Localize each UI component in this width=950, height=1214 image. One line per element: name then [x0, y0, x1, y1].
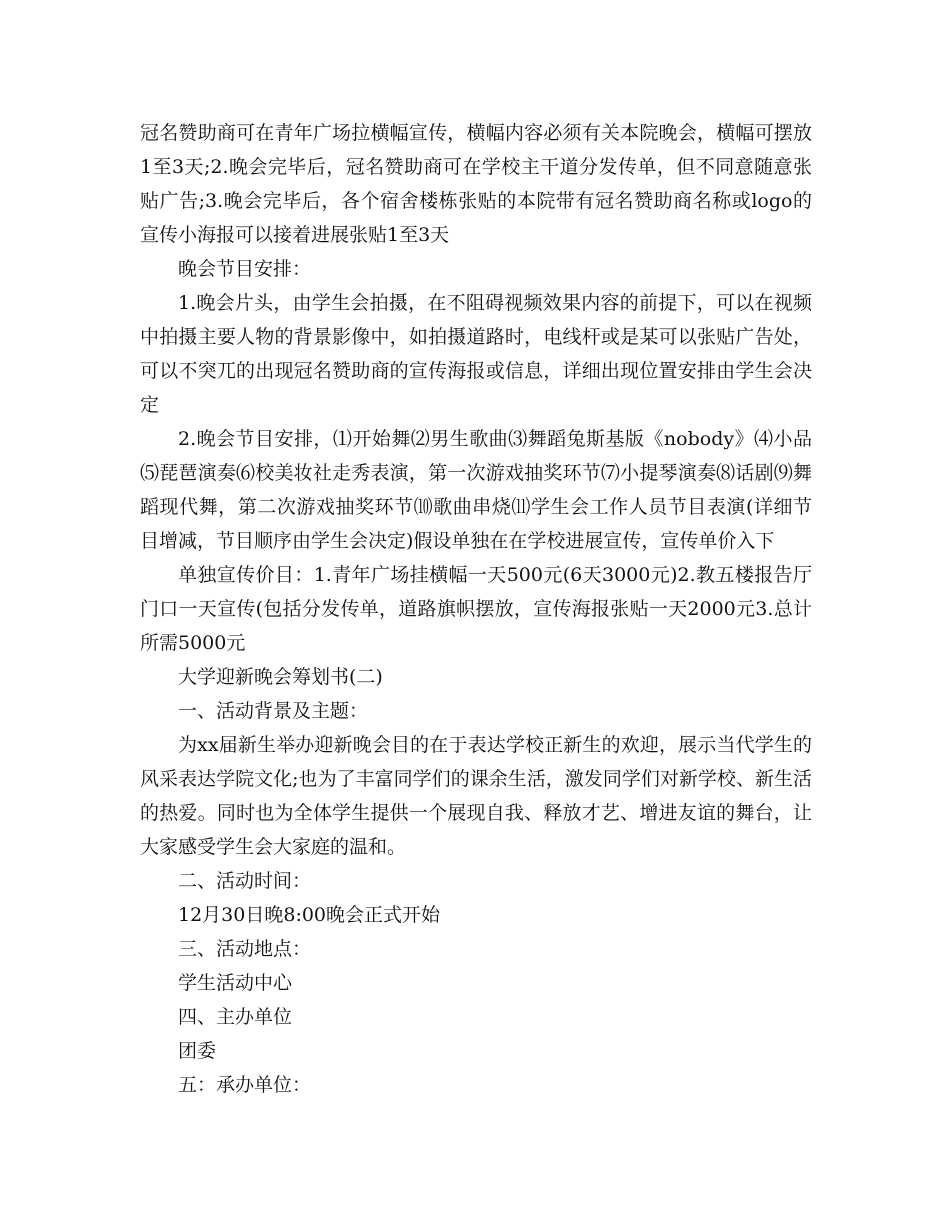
section-title-plan-two: 大学迎新晚会筹划书(二) [178, 666, 383, 688]
paragraph-activity-location: 学生活动中心 [178, 972, 293, 994]
paragraph-opening-video: 1.晚会片头，由学生会拍摄，在不阻碍视频效果内容的前提下，可以在视频中拍摄主要人物的背景影像中，如拍摄道路时，电线杆或是某可以张贴广告处，可以不突兀的出现冠名赞助商的宣传海报或信息，详细出现位置安排由学生会决定 [140, 292, 812, 416]
paragraph-price-list: 单独宣传价目：1.青年广场挂横幅一天500元(6天3000元)2.教五楼报告厅门口一天宣传(包括分发传单，道路旗帜摆放，宣传海报张贴一天2000元3.总计所需5000元 [140, 564, 812, 654]
heading-organizer: 四、主办单位 [178, 1006, 293, 1028]
paragraph-activity-time: 12月30日晚8:00晚会正式开始 [178, 904, 441, 926]
paragraph-background: 为xx届新生举办迎新晚会目的在于表达学校正新生的欢迎，展示当代学生的风采表达学院文化;也为了丰富同学们的课余生活，激发同学们对新学校、新生活的热爱。同时也为全体学生提供一个展现自我、释放才艺、增进友谊的舞台，让大家感受学生会大家庭的温和。 [140, 734, 812, 858]
paragraph-sponsor-banner: 冠名赞助商可在青年广场拉横幅宣传，横幅内容必须有关本院晚会，横幅可摆放1至3天;2.晚会完毕后，冠名赞助商可在学校主干道分发传单，但不同意随意张贴广告;3.晚会完毕后，各个宿舍楼栋张贴的本院带有冠名赞助商名称或logo的宣传小海报可以接着进展张贴1至3天 [140, 122, 812, 246]
heading-co-organizer: 五：承办单位： [178, 1074, 312, 1096]
heading-program-arrangement: 晚会节目安排： [178, 258, 312, 280]
heading-activity-time: 二、活动时间： [178, 870, 312, 892]
paragraph-organizer: 团委 [178, 1040, 217, 1062]
document-body [140, 116, 812, 1102]
heading-activity-location: 三、活动地点： [178, 938, 312, 960]
heading-background-theme: 一、活动背景及主题： [178, 700, 369, 722]
paragraph-program-list: 2.晚会节目安排，⑴开始舞⑵男生歌曲⑶舞蹈兔斯基版《nobody》⑷小品⑸琵琶演奏⑹校美妆社走秀表演，第一次游戏抽奖环节⑺小提琴演奏⑻话剧⑼舞蹈现代舞，第二次游戏抽奖环节⑽歌曲串烧⑾学生会工作人员节目表演(详细节目增减，节目顺序由学生会决定)假设单独在在学校进展宣传，宣传单价入下 [140, 428, 812, 552]
